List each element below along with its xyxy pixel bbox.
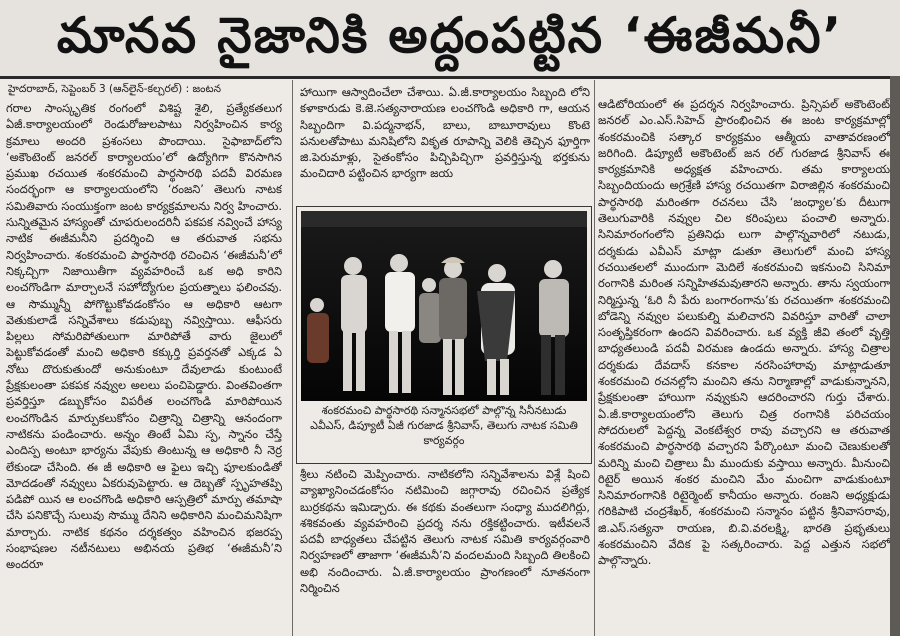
- dateline: హైదరాబాద్, సెప్టెంబర్ 3 (ఆన్‌లైన్-కల్చరల్) : జంటన: [8, 83, 221, 95]
- article-column-2-bottom: శ్రీలు నటించి మెప్పించారు. నాటికలోని సన్నివేశాలను విశ్లే షించి వ్యాఖ్యానించడంకోసం నటిమించి జగ్గారావు రచించిన ప్రత్యేక బుర్రకథను ఇమిడ్చారు. ఈ కథకు వంతలుగా సంధ్యా ముదలిగిర్లు, శశికవంతు వ్యవహరించి ప్రదర్శ నను రక్తికట్టించారు. ఇటీవలనే పదవీ బాధ్యతలు చేపట్టిన తెలుగు నాటక సమితి కార్యవర్గంవారి నిర్వహణలో తాజాగా ‘ఈజీమనీ’ని వందలమంది సిబ్బంది తిలకించి అభి నందించారు. ఏ.జీ.కార్యాలయం ప్రాంగణంలో నూతనంగా నిర్మించిన: [300, 467, 590, 596]
- event-photo-image: [301, 211, 587, 401]
- article-column-1: గరాల సాంస్కృతిక రంగంలో విశిష్ట శైలి, ప్రత్యేకతలుగ ఏజీ.కార్యాలయంలో రెండురోజులపాటు నిర్వహించిన కార్య క్రమాలు అందరి ప్రశంసలు పొందాయి. సైఫాబాద్‌లోని ‘అకౌంటెంట్ జనరల్ కార్యాలయం’లో ఉద్యోగిగా కొనసాగిన ప్రముఖ రచయిత శంకరమంచి పార్థసారథి పదవీ విరమణ సందర్భంగా ఆ కార్యాలయంలోని ‘రంజని’ తెలుగు నాటక సమితివారు సంయుక్తంగా జంట కార్యక్రమాలను నిర్వ హించారు. సున్నితమైన హాస్యంతో చూపరులందరినీ పకపక నవ్వించే హాస్య నాటిక ఈజీమనీని ప్రదర్శించి ఆ తరువాత సభను నిర్వహించారు. శంకరమంచి పార్థసారథి రచించిన ‘ఈజీమనీ’లో నిక్కచ్చిగా నిజాయితీగా వ్యవహరించే ఒక అధి కారిని లంచగొండిగా మార్చాలనే సహోద్యోగుల ప్రయత్నాలు ఫలించవు. ఆ సొమ్మున్నీ పోగొట్టుకోవడంకోసం ఆ అధికారి ఆటగా వెతుకులాడే సన్నివేశాలు కడుపుబ్బ నవ్విస్తాయి. ఆఫీసరు పిల్లలు సోమరిపోతులుగా మారిపోతే వారు జైలులో పెట్టుకోవడంతో మంచి అధికారి కక్కుర్తి ప్రవర్తనతో ఎక్కడ ఏ నోటు దొరుకుతుందో అనుకుంటూ దేవులాడు కుంటుంటే ప్రేక్షకులంతా పకపక నవ్వుల అలలు పంచిపెడ్డారు. వింతవింతగా ప్రవర్తిస్తూ డబ్బుకోసం విపరీత లంచగొండి మారిపోయిన లంచగొండిన మార్పుకలుకోసం చిత్రాన్ని చిత్రాన్ని ఆనందంగా నాటికను పండించారు. అన్నం తింటే ఏమి స్ప, స్నానం చేస్తే ఎందిస్ప అంటూ భార్యను వేపుకు తింటున్న ఆ అధికారి నీ నెర్ర లేకుండా చేసింది. ఈ జీ అధికారి ఆ ఫైలు ఇచ్చి ఫూలకుండితో మోదడంతో నవ్వులు ఏకరువుపెట్టారు. ఆ దెబ్బతో స్పృహతప్పి పడిపో యిన ఆ లంచగొండి అధికారి ఆస్పత్రిలో మార్పు తమాషా చేసి పనికొచ్చే సులువు సొమ్ము దేనిని అధికారిని మంచిమనిషిగా మార్చారు. నాటిక కథనం దర్శకత్వం వహించిన భజరప్ప సంభాషణల నటీనటులు అభినయ ప్రతిభ ‘ఈజీమనీ’ని అందరూ: [6, 101, 282, 572]
- column-rule-left: [292, 80, 293, 636]
- article-column-2-top: హాయిగా ఆస్వాదించేలా చేశాయి. ఏ.జీ.కార్యాలయం సిబ్బంది లోని కళాకారుడు కె.జె.సత్యనారాయణ లంచగొండి అధికారి గా, ఆయన సిబ్బందిగా వి.పద్మనాభన్, బాలు, బాబూరావులు కొంటె పనులతోపాటు మనిషిలోని వికృత రూపాన్ని వెలికి తెచ్చిన ఫూర్తిగా జి.పెరుమాళ్లు, సైతంకోసం పిచ్చిపిచ్చిగా ప్రవర్తిస్తున్న భర్తకును మంచిదారి పట్టించిన భార్యగా జయ: [300, 85, 590, 181]
- headline: మానవ నైజానికి అద్దంపట్టిన ‘ఈజీమనీ’: [56, 7, 844, 64]
- column-rule-right: [594, 80, 595, 636]
- photo-caption: శంకరమంచి పార్థసారథి సన్మానసభలో పాల్గొన్న సినీనటుడు ఎవీఎస్, డిప్యూటీ ఏజీ గురజాడ శ్రీనివాస్, తెలుగు నాటక సమితి కార్యవర్గం: [310, 404, 578, 447]
- photo-box: [296, 206, 592, 464]
- headline-band: [0, 0, 900, 79]
- article-column-3: ఆడిటోరియంలో ఈ ప్రదర్శన నిర్వహించారు. ప్రిన్సిపల్ అకౌంటెంట్ జనరల్ ఎం.ఎస్.సిహెచ్ ప్రారంభించిన ఈ జంట కార్యక్రమాల్లో శంకరమంచికి సత్కార కార్యక్రమం ఆత్మీయ వాతావరణంలో జరిగింది. డిప్యూటీ అకౌంటెంట్ జన రల్ గురజాడ శ్రీనివాస్ ఈ కార్యక్రమానికి అధ్యక్షత వహించారు. తమ కార్యాలయ సిబ్బందియందు అగ్రశ్రేణి హాస్య రచయితగా విరాజిల్లిన శంకరమంచి పార్థసారథి మరింతగా రచనలు చేసి ‘జంధ్యాల’కు దీటుగా తెలుగువారికి నవ్వుల చిల కరింపులు పంచాలి అన్నారు. సినిమారంగంలోని ప్రతినిధు లుగా పాల్గొన్నవారిలో నటుడు, దర్శకుడు ఎవీఎస్ మాట్లా డుతూ తెలుగులో మంచి హాస్య రచయితలలో ముందుగా మెదిలే శంకరమంచి ఇకనుంచి సినిమా రంగానికి మరింత సన్నిహితమవుతారని అన్నారు. తాను స్వయంగా నిర్మిస్తున్న ‘ఓరి నీ పేరు బంగారంగాను’కు రచయితగా శంకరమంచి బోడెన్ని నవ్వుల పలుకుల్ని మలిచారని వివరిస్తూ వారితో చాలా సంతృప్తికరంగా ఉందని వివరించారు. ఒక వ్యక్తి జీవి తంలో వృత్తి బాధ్యతలుండి పదవీ విరమణ ఉండదు అన్నారు. హాస్య చిత్రాల దర్శకుడు దేవదాస్ కనకాల నరసింహారావు మాట్లాడుతూ శంకరమంచి రచనల్లోని మంచిని తను నిర్మాణాల్లో వాడుకున్నానని, ప్రేక్షకులంతా హాయిగా నవ్వుకుని ఆదరించారని గుర్తు చేశారు. ఏ.జీ.కార్యాలయంలోని తెలుగు చిత్ర రంగానికి పరిచయం సోదరులలో పెద్దన్న వెంకటేశ్వర రావు వచ్చారని ఆ తరువాత శంకరమంచి పార్థసారథి వచ్చారని పేర్కొంటూ మంచి చెణుకులతో మరిన్ని మంచి చిత్రాలు మీ ముందుకు వస్తాయి అన్నారు. మీనుంచి రిటైర్ అయిన శంకర మంచిని మేం మంచిగా వాడుకుంటూ సినిమారంగానికి రిటైర్మెంట్ కానీయం అన్నారు. రంజని అధ్యక్షుడు గరికిపాటి చంద్రశేఖర్, శంకరమంచి సన్మానం పట్టిన శ్రీనివాసరావు, జి.ఎస్.సత్యనా రాయణ, బి.వి.వరలక్ష్మి, భారతి ప్రభృతులు శంకరమంచిని వేదిక పై సత్కరించారు. పెద్ద ఎత్తున సభలో పాల్గొన్నారు.: [598, 97, 890, 568]
- event-photo: [301, 211, 587, 401]
- page-edge-shadow: [890, 76, 900, 636]
